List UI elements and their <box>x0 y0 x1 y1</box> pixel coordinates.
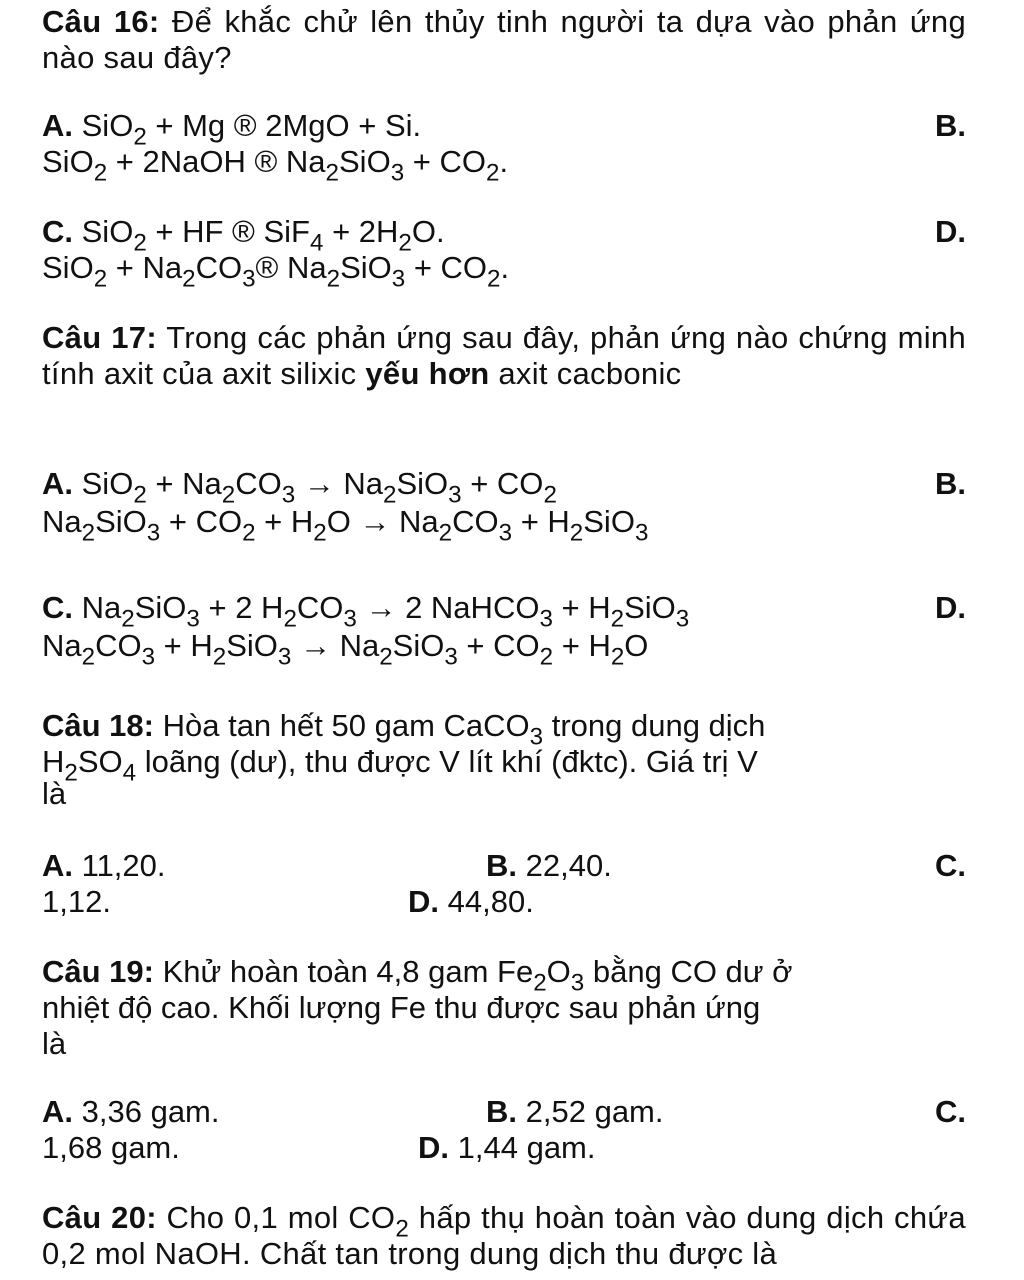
question-16-option-d: $SiO_2 + Na_2CO_3®$ $Na_2SiO_3 + CO_2$. <box>42 250 510 293</box>
option-c-key: C. <box>42 590 73 625</box>
question-18-options <box>42 848 966 920</box>
option-b-key: B. <box>935 466 966 501</box>
question-19-option-c: 1,68 gam. <box>42 1130 180 1165</box>
question-19-option-a: A. 3,36 gam. <box>42 1094 220 1129</box>
question-18-option-a: A. 11,20. <box>42 848 166 883</box>
option-c-key: C. <box>42 214 73 249</box>
question-19-label: Câu 19: <box>42 954 154 989</box>
option-a-key: A. <box>42 108 73 143</box>
question-17-text: Trong các phản ứng sau đây, phản ứng nào chứng minh tính axit của axit silixic <box>42 320 966 391</box>
question-17-option-d: $Na_2CO_3 + H_2SiO_3 \to Na_2SiO_3 + CO_2 + H_2O$ <box>42 628 649 671</box>
question-18-option-b: B. 22,40. <box>486 848 612 883</box>
question-16-option-a <box>42 108 966 151</box>
question-18-option-d: D. 44,80. <box>408 884 534 919</box>
question-19-stem: Câu 19: Khử hoàn toàn 4,8 gam $Fe_2O_3$ bằng CO dư ở nhiệt độ cao. Khối lượng Fe thu được sau phản ứng là <box>42 954 793 1061</box>
question-17-emphasis: yếu hơn <box>365 356 490 391</box>
question-17-stem <box>42 320 966 392</box>
option-d-key: D. <box>935 214 966 249</box>
question-17-text-end: axit cacbonic <box>489 356 682 391</box>
question-16-text: Để khắc chử lên thủy tinh người ta dựa vào phản ứng nào sau đây? <box>42 4 966 75</box>
question-16-stem <box>42 4 966 76</box>
question-19-option-b: B. 2,52 gam. <box>486 1094 664 1129</box>
question-19-options <box>42 1094 966 1166</box>
option-a-key: A. <box>42 466 73 501</box>
question-17-option-b: $Na_2SiO_3 + CO_2 + H_2O \to Na_2CO_3 + H_2SiO_3$ <box>42 504 649 547</box>
question-18-label: Câu 18: <box>42 708 154 743</box>
question-17-options-ab <box>42 466 966 547</box>
question-20-stem: Câu 20: Cho 0,1 mol $CO_2$ hấp thụ hoàn toàn vào dung dịch chứa 0,2 mol NaOH. Chất tan trong dung dịch thu được là <box>42 1200 966 1271</box>
option-b-key: B. <box>935 108 966 143</box>
question-20-label: Câu 20: <box>42 1200 157 1235</box>
question-17-option-a: A. $SiO_2 + Na_2CO_3 \to Na_2SiO_3 + CO_2$ B. <box>42 466 966 509</box>
option-d-key: D. <box>935 590 966 625</box>
question-19-option-d: D. 1,44 gam. <box>418 1130 596 1165</box>
question-16-option-b: SiO$_2$ + 2NaOH ® $Na_2SiO_3 + CO_2$. <box>42 144 509 187</box>
question-17-options-cd <box>42 590 966 671</box>
question-18-option-c: 1,12. <box>42 884 111 919</box>
question-16-label: Câu 16: <box>42 4 160 39</box>
question-17-label: Câu 17: <box>42 320 157 355</box>
option-c-text: SiO$_2$ + HF ® $SiF_4 + 2H_2O$. <box>81 214 445 257</box>
question-18-stem: Câu 18: Hòa tan hết 50 gam CaCO$_3$ trong dung dịch $H_2SO_4$ loãng (dư), thu được V lít khí (đktc). Giá trị V là <box>42 708 766 811</box>
option-a-text: SiO$_2$ + Mg ® 2MgO + Si. <box>81 108 422 151</box>
question-18-option-c-key: C. <box>935 848 966 883</box>
question-16-options-cd <box>42 214 966 293</box>
question-17-option-c: C. $Na_2SiO_3 + 2$ $H_2CO_3 \to 2$ NaHCO$_3$ + $H_2SiO_3$ D. <box>42 590 966 633</box>
question-16-options <box>42 108 966 187</box>
question-19-option-c-key: C. <box>935 1094 966 1129</box>
question-16-option-c <box>42 214 966 257</box>
